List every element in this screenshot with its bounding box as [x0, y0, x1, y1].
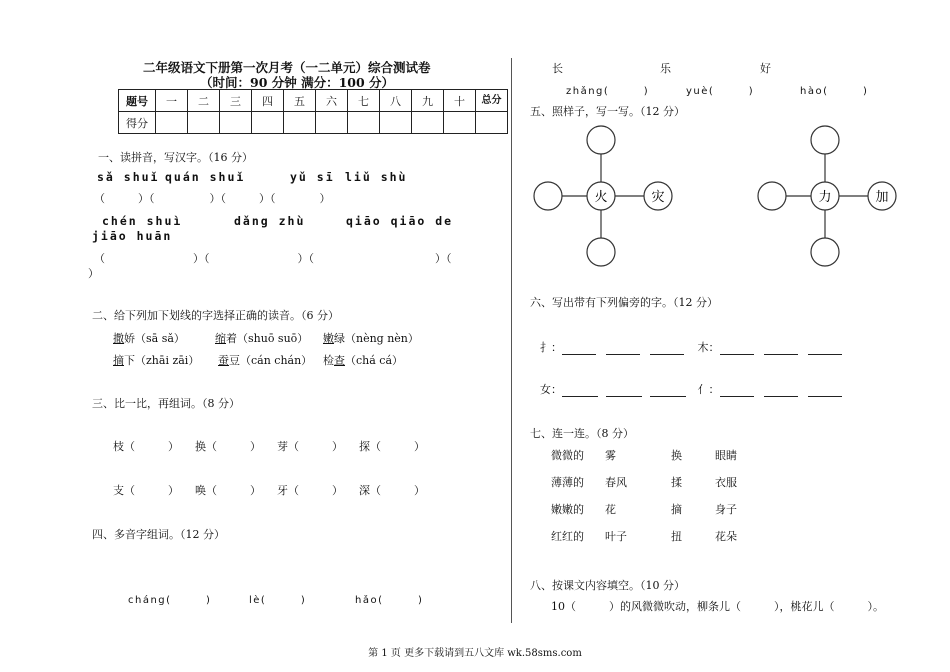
q3-item: 深（ ）	[359, 484, 425, 497]
score-cell[interactable]	[316, 112, 348, 134]
match-item[interactable]: 摘	[671, 503, 682, 516]
q1-pinyin: sǎ shuǐ	[97, 170, 160, 184]
answer-blank[interactable]	[606, 385, 642, 397]
score-cell[interactable]	[476, 112, 508, 134]
blank-circle[interactable]	[758, 182, 786, 210]
underlined-char: 嫩	[323, 332, 334, 345]
match-item[interactable]: 薄薄的	[551, 476, 584, 489]
radical-label: 扌：	[540, 341, 562, 354]
col-header: 十	[444, 90, 476, 112]
q1-heading: 一、读拼音，写汉字。（16 分）	[98, 151, 253, 164]
q4-char: 好	[760, 62, 771, 75]
q1-pinyin: liǔ shù	[345, 170, 408, 184]
blank-circle[interactable]	[534, 182, 562, 210]
answer-blank[interactable]	[808, 343, 842, 355]
q1-pinyin: qiāo qiāo de	[346, 214, 454, 228]
match-item[interactable]: 揉	[671, 476, 682, 489]
q4-item: hào( )	[800, 86, 869, 97]
word-flower-right	[754, 124, 904, 270]
q2-item-rest: 豆（cán chán）	[229, 354, 313, 367]
q4-item: cháng( )	[128, 595, 212, 606]
q1-pinyin: jiāo huān	[92, 229, 173, 243]
score-cell[interactable]	[412, 112, 444, 134]
match-item[interactable]: 身子	[715, 503, 737, 516]
q5-heading: 五、照样子，写一写。（12 分）	[530, 105, 685, 118]
col-header: 八	[380, 90, 412, 112]
score-cell[interactable]	[220, 112, 252, 134]
answer-blank[interactable]	[650, 343, 684, 355]
score-cell[interactable]	[156, 112, 188, 134]
match-item[interactable]: 嫩嫩的	[551, 503, 584, 516]
q4-item: hǎo( )	[355, 595, 424, 606]
match-item[interactable]: 衣服	[715, 476, 737, 489]
q2-item	[113, 330, 185, 346]
q3-item: 芽（ ）	[277, 440, 343, 453]
q2-item-rest: （chá cá）	[345, 354, 404, 367]
score-cell[interactable]	[444, 112, 476, 134]
center-char: 力	[818, 190, 832, 205]
q3-item: 换（ ）	[195, 440, 261, 453]
blank-circle[interactable]	[587, 238, 615, 266]
match-item[interactable]: 换	[671, 449, 682, 462]
underlined-char: 摘	[113, 354, 124, 367]
q2-item-pre: 检	[323, 354, 334, 367]
score-table-header-row	[119, 90, 508, 112]
score-cell[interactable]	[348, 112, 380, 134]
row-label-score: 得分	[119, 112, 156, 134]
answer-blank[interactable]	[562, 385, 598, 397]
q3-item: 探（ ）	[359, 440, 425, 453]
q6-row	[540, 339, 852, 355]
col-header: 四	[252, 90, 284, 112]
match-item[interactable]: 扭	[671, 530, 682, 543]
q3-item: 枝（ ）	[113, 440, 179, 453]
q3-item: 唤（ ）	[195, 484, 261, 497]
page-footer: 第 1 页 更多下载请到五八文库 wk.58sms.com	[368, 648, 582, 659]
q1-pinyin: dǎng zhù	[234, 214, 306, 228]
match-item[interactable]: 叶子	[605, 530, 627, 543]
q2-item	[323, 330, 419, 346]
col-header: 三	[220, 90, 252, 112]
answer-blank[interactable]	[650, 385, 686, 397]
score-cell[interactable]	[380, 112, 412, 134]
score-table	[118, 89, 508, 134]
answer-blank[interactable]	[720, 343, 754, 355]
radical-label: 木：	[697, 341, 720, 354]
col-header: 六	[316, 90, 348, 112]
q8-heading: 八、按课文内容填空。（10 分）	[530, 579, 685, 592]
score-cell[interactable]	[188, 112, 220, 134]
q2-item-rest: 绿（nèng nèn）	[334, 332, 419, 345]
q2-item	[218, 352, 312, 368]
underlined-char: 缩	[215, 332, 226, 345]
blank-circle[interactable]	[587, 126, 615, 154]
score-cell[interactable]	[252, 112, 284, 134]
answer-blank[interactable]	[606, 343, 640, 355]
q1-answer-blanks-row2[interactable]: （ ）（ ）（ ）（	[94, 252, 452, 265]
radical-label: 女：	[540, 383, 562, 396]
q2-item-rest: 下（zhāi zāi）	[124, 354, 200, 367]
total-header: 总分	[476, 90, 508, 112]
q2-heading: 二、给下列加下划线的字选择正确的读音。（6 分）	[92, 309, 339, 322]
q7-heading: 七、连一连。（8 分）	[530, 427, 634, 440]
exam-subtitle: （时间：90 分钟 满分：100 分）	[200, 75, 395, 90]
example-char: 加	[875, 190, 889, 205]
radical-label: 亻：	[697, 383, 720, 396]
q2-item-rest: 娇（sā sǎ）	[124, 332, 185, 345]
answer-blank[interactable]	[562, 343, 596, 355]
match-item[interactable]: 花	[605, 503, 616, 516]
q2-item	[113, 352, 199, 368]
match-item[interactable]: 雾	[605, 449, 616, 462]
center-char: 火	[594, 190, 608, 205]
col-header: 一	[156, 90, 188, 112]
underlined-char: 蚕	[218, 354, 229, 367]
match-item[interactable]: 花朵	[715, 530, 737, 543]
q3-item: 支（ ）	[113, 484, 179, 497]
q1-answer-blank-end: ）	[88, 267, 99, 280]
score-cell[interactable]	[284, 112, 316, 134]
q6-heading: 六、写出带有下列偏旁的字。（12 分）	[530, 296, 718, 309]
match-item[interactable]: 眼睛	[715, 449, 737, 462]
q6-row	[540, 381, 852, 397]
score-table-score-row	[119, 112, 508, 134]
col-header: 二	[188, 90, 220, 112]
example-char: 灾	[651, 190, 665, 205]
q1-pinyin: yǔ sī	[290, 170, 335, 184]
q8-line: 10（ ）的风微微吹动，柳条儿（ ），桃花儿（ ）。	[551, 600, 884, 613]
answer-blank[interactable]	[764, 385, 798, 397]
col-header: 五	[284, 90, 316, 112]
answer-blank[interactable]	[808, 385, 842, 397]
column-divider	[511, 58, 512, 623]
exam-title: 二年级语文下册第一次月考（一二单元）综合测试卷	[143, 60, 431, 75]
answer-blank[interactable]	[720, 385, 754, 397]
match-item[interactable]: 微微的	[551, 449, 584, 462]
q4-char: 乐	[660, 62, 671, 75]
row-label-question: 题号	[119, 90, 156, 112]
match-item[interactable]: 红红的	[551, 530, 584, 543]
col-header: 九	[412, 90, 444, 112]
answer-blank[interactable]	[764, 343, 798, 355]
q2-item	[215, 330, 308, 346]
underlined-char: 撒	[113, 332, 124, 345]
q3-heading: 三、比一比，再组词。（8 分）	[92, 397, 240, 410]
q4-item: zhǎng( )	[566, 86, 650, 97]
word-flower-left	[530, 124, 680, 270]
match-item[interactable]: 春风	[605, 476, 627, 489]
q3-item: 牙（ ）	[277, 484, 343, 497]
q1-answer-blanks-row1[interactable]: （ ）（ ）（ ）（ ）	[94, 192, 331, 205]
q2-item	[323, 352, 403, 368]
q2-item-rest: 着（shuō suō）	[226, 332, 309, 345]
q4-heading: 四、多音字组词。（12 分）	[92, 528, 225, 541]
q4-item: lè( )	[249, 595, 307, 606]
col-header: 七	[348, 90, 380, 112]
blank-circle[interactable]	[811, 238, 839, 266]
blank-circle[interactable]	[811, 126, 839, 154]
q4-char: 长	[552, 62, 563, 75]
underlined-char: 查	[334, 354, 345, 367]
q1-pinyin: chén shuì	[102, 214, 183, 228]
q1-pinyin: quán shuǐ	[165, 170, 246, 184]
q4-item: yuè( )	[686, 86, 755, 97]
